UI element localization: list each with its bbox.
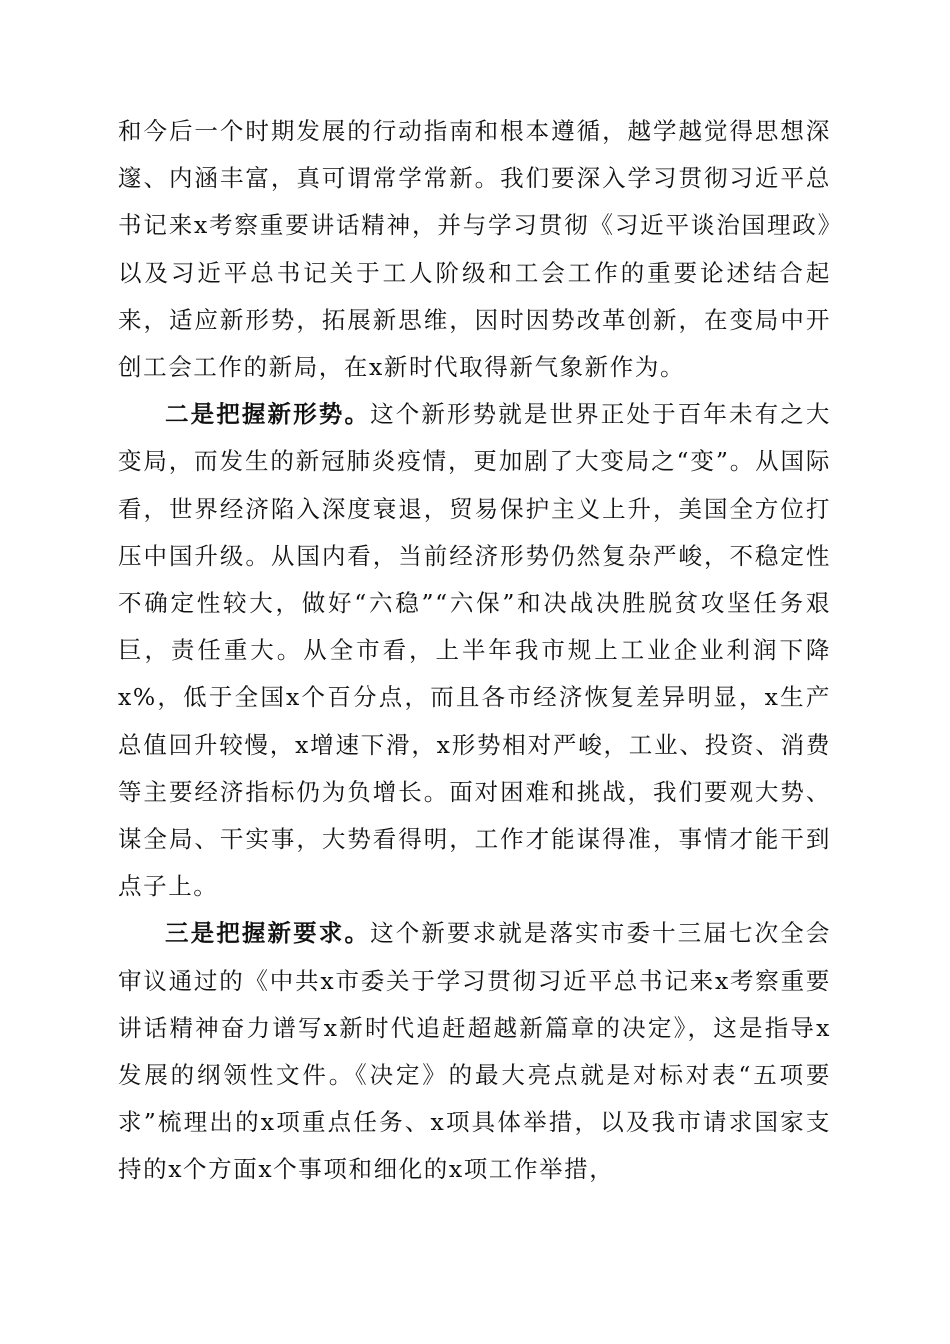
paragraph-1-text: 和今后一个时期发展的行动指南和根本遵循，越学越觉得思想深邃、内涵丰富，真可谓常学常新。我们要深入学习贯彻习近平总书记来x考察重要讲话精神，并与学习贯彻《习近平谈治国理政》以及习近平总书记关于工人阶级和工会工作的重要论述结合起来，适应新形势，拓展新思维，因时因势改革创新，在变局中开创工会工作的新局，在x新时代取得新气象新作为。 — [118, 117, 831, 382]
paragraph-1 — [118, 108, 831, 391]
paragraph-2-heading: 二是把握新形势。 — [165, 400, 371, 429]
paragraph-2 — [118, 391, 831, 910]
paragraph-3-heading: 三是把握新要求。 — [165, 919, 371, 948]
paragraph-3-text: 这个新要求就是落实市委十三届七次全会审议通过的《中共x市委关于学习贯彻习近平总书记来x考察重要讲话精神奋力谱写x新时代追赶超越新篇章的决定》，这是指导x发展的纲领性文件。《决定》的最大亮点就是对标对表“五项要求”梳理出的x项重点任务、x项具体举措，以及我市请求国家支持的x个方面x个事项和细化的x项工作举措， — [118, 919, 831, 1184]
document-body — [118, 108, 831, 1194]
paragraph-3 — [118, 910, 831, 1193]
paragraph-2-text: 这个新形势就是世界正处于百年未有之大变局，而发生的新冠肺炎疫情，更加剧了大变局之“变”。从国际看，世界经济陷入深度衰退，贸易保护主义上升，美国全方位打压中国升级。从国内看，当前经济形势仍然复杂严峻，不稳定性不确定性较大，做好“六稳”“六保”和决战决胜脱贫攻坚任务艰巨，责任重大。从全市看，上半年我市规上工业企业利润下降x%，低于全国x个百分点，而且各市经济恢复差异明显，x生产总值回升较慢，x增速下滑，x形势相对严峻，工业、投资、消费等主要经济指标仍为负增长。面对困难和挑战，我们要观大势、谋全局、干实事，大势看得明，工作才能谋得准，事情才能干到点子上。 — [118, 400, 831, 901]
